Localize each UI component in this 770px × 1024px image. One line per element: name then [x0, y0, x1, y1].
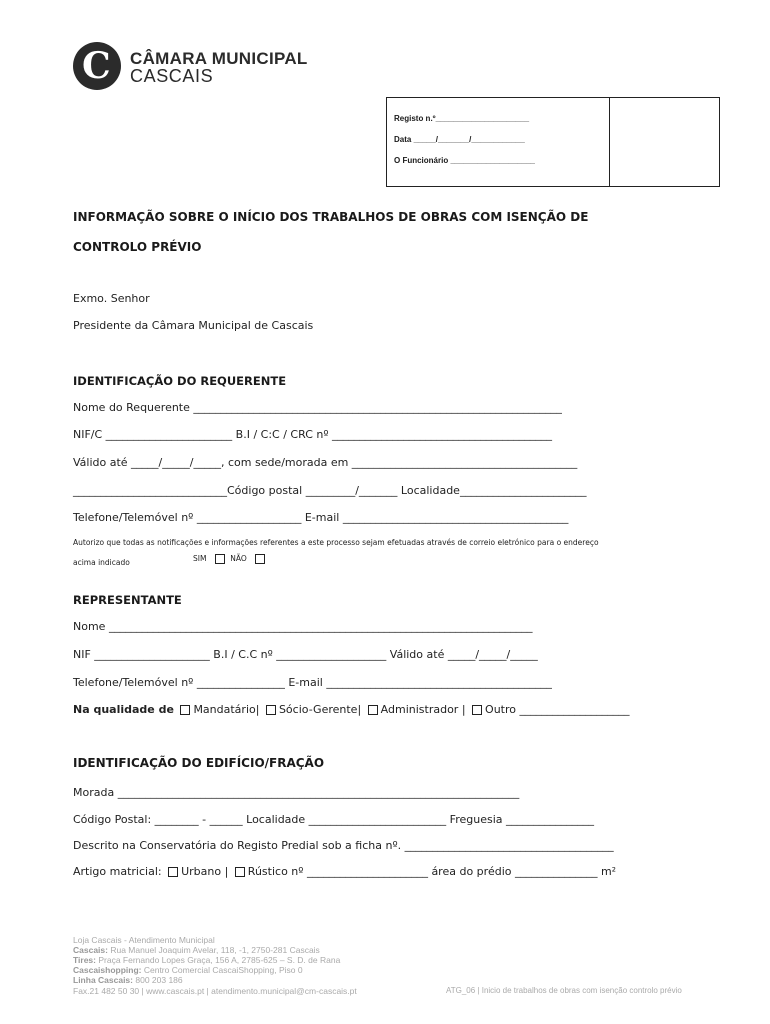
qualidade-label: Na qualidade de — [73, 703, 174, 716]
logo-title: CÂMARA MUNICIPAL — [130, 49, 308, 68]
registo-field[interactable]: Registo n.º_____________________ — [394, 114, 530, 123]
footer-cascais: Cascais: Rua Manuel Joaquim Avelar, 118, -1, 2750-281 Cascais — [73, 945, 320, 955]
edificio-descrito-field[interactable]: Descrito na Conservatória do Registo Predial sob a ficha nº. ______________________________________ — [73, 839, 614, 852]
representante-nome-field[interactable]: Nome _____________________________________________________________________________ — [73, 620, 533, 633]
artigo-row — [73, 865, 616, 878]
footer-linha: Linha Cascais: 800 203 186 — [73, 975, 183, 985]
requerente-nome-field[interactable]: Nome do Requerente ___________________________________________________________________ — [73, 401, 562, 414]
salutation: Exmo. Senhor — [73, 292, 150, 305]
requerente-codigo-field[interactable]: ____________________________Código postal _________/_______ Localidade_______________________ — [73, 484, 587, 497]
document-title-line1: INFORMAÇÃO SOBRE O INÍCIO DOS TRABALHOS DE OBRAS COM ISENÇÃO DE — [73, 210, 589, 224]
representante-telefone-field[interactable]: Telefone/Telemóvel nº ________________ E-mail _________________________________________ — [73, 676, 552, 689]
urbano-label: Urbano | — [181, 865, 229, 878]
socio-gerente-checkbox[interactable] — [266, 705, 276, 715]
representante-heading: REPRESENTANTE — [73, 593, 182, 607]
funcionario-field[interactable]: O Funcionário ___________________ — [394, 156, 535, 165]
data-field[interactable]: Data _____/_______/____________ — [394, 135, 525, 144]
logo-subtitle: CASCAIS — [130, 66, 214, 86]
mandatario-label: Mandatário| — [193, 703, 260, 716]
footer-tires: Tires: Praça Fernando Lopes Graça, 156 A, 2785-625 – S. D. de Rana — [73, 955, 341, 965]
registration-divider — [609, 98, 610, 186]
requerente-telefone-field[interactable]: Telefone/Telemóvel nº ___________________ E-mail _________________________________________ — [73, 511, 569, 524]
nao-label: NÃO — [230, 554, 247, 563]
sim-option — [193, 554, 268, 564]
footer-loja: Loja Cascais - Atendimento Municipal — [73, 935, 215, 945]
outro-checkbox[interactable] — [472, 705, 482, 715]
autorizo-text: Autorizo que todas as notificações e informações referentes a este processo sejam efetuadas através de correio eletrónico para o endereço — [73, 538, 599, 547]
sim-label: SIM — [193, 554, 207, 563]
rustico-field[interactable]: Rústico nº ______________________ área do prédio _______________ m² — [247, 865, 617, 878]
edificio-morada-field[interactable]: Morada _________________________________________________________________________ — [73, 786, 520, 799]
rustico-checkbox[interactable] — [235, 867, 245, 877]
logo-emblem — [73, 42, 121, 90]
logo-glyph: C — [82, 45, 111, 87]
addressee: Presidente da Câmara Municipal de Cascais — [73, 319, 314, 332]
footer-contacts: Fax.21 482 50 30 | www.cascais.pt | atendimento.municipal@cm-cascais.pt — [73, 986, 357, 996]
requerente-heading: IDENTIFICAÇÃO DO REQUERENTE — [73, 374, 287, 388]
footer-document-code: ATG_06 | Inicio de trabalhos de obras com isenção controlo prévio — [446, 986, 682, 995]
sim-checkbox[interactable] — [215, 554, 225, 564]
outro-label[interactable]: Outro ____________________ — [485, 703, 630, 716]
representante-nif-field[interactable]: NIF _____________________ B.I / C.C nº ____________________ Válido até _____/_____/_____ — [73, 648, 538, 661]
registration-box — [386, 97, 720, 187]
qualidade-row — [73, 703, 629, 716]
edificio-heading: IDENTIFICAÇÃO DO EDIFÍCIO/FRAÇÃO — [73, 756, 325, 770]
nao-checkbox[interactable] — [255, 554, 265, 564]
socio-gerente-label: Sócio-Gerente| — [278, 703, 362, 716]
requerente-valido-field[interactable]: Válido até _____/_____/_____, com sede/morada em _________________________________________ — [73, 456, 578, 469]
footer-cascaishopping: Cascaishopping: Centro Comercial CascaiShopping, Piso 0 — [73, 965, 303, 975]
artigo-label: Artigo matricial: — [73, 865, 162, 878]
requerente-nif-field[interactable]: NIF/C _______________________ B.I / C:C / CRC nº ________________________________________ — [73, 428, 553, 441]
administrador-checkbox[interactable] — [368, 705, 378, 715]
mandatario-checkbox[interactable] — [180, 705, 190, 715]
urbano-checkbox[interactable] — [168, 867, 178, 877]
autorizo-text-end: acima indicado — [73, 558, 130, 567]
edificio-postal-field[interactable]: Código Postal: ________ - ______ Localidade _________________________ Freguesia ________________ — [73, 813, 594, 826]
administrador-label: Administrador | — [380, 703, 466, 716]
document-title-line2: CONTROLO PRÉVIO — [73, 240, 202, 254]
